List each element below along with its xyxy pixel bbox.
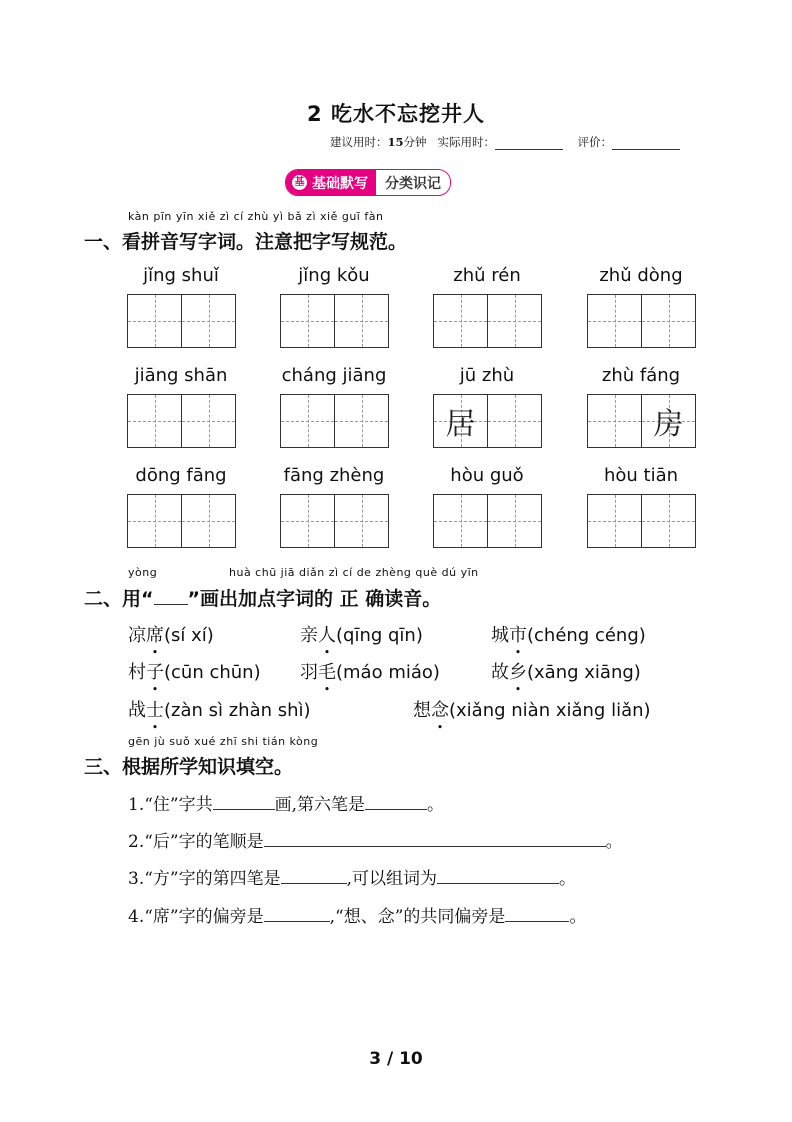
dotted-char: 人 [318,625,336,646]
grid-cell[interactable] [588,295,641,347]
section3-heading: 三、根据所学知识填空。 [84,756,294,778]
section2-heading-prefix: 二、用“ [84,588,154,610]
actual-time-label: 实际用时： [437,135,495,149]
section3-pinyin: gēn jù suǒ xué zhī shi tián kòng [128,735,319,748]
writing-grid[interactable] [587,294,696,348]
dotted-char: 市 [509,625,527,646]
pinyin-options[interactable]: (xāng xiāng) [527,662,641,683]
dotted-char: 乡 [509,662,527,683]
writing-grid[interactable] [587,494,696,548]
grid-cell[interactable] [181,295,235,347]
reading-item [491,621,646,647]
word-char: 城 [491,625,509,646]
grid-cell[interactable] [181,495,235,547]
writing-grid[interactable] [280,294,389,348]
grid-cell[interactable] [641,395,695,447]
grid-cell[interactable] [334,395,388,447]
grid-cell[interactable] [128,295,181,347]
word-char: 战 [128,700,146,721]
answer-blank-stroke-count[interactable] [213,793,275,810]
dotted-char: 毛 [318,662,336,683]
time-info [330,134,680,150]
reading-item [128,658,261,684]
word-pinyin: hòu tiān [603,465,679,486]
writing-grid[interactable] [127,394,236,448]
grid-character: 居 [445,407,476,442]
writing-grid[interactable] [127,294,236,348]
badge-right-label: 分类识记 [376,170,450,195]
grid-cell[interactable] [434,495,487,547]
word-char: 羽 [300,662,318,683]
suggest-time-unit: 分钟 [403,135,427,149]
grid-character: 房 [653,407,684,442]
grid-cell[interactable] [588,395,641,447]
answer-blank-common-radical[interactable] [505,905,569,922]
writing-grid[interactable] [433,394,542,448]
section2-pinyin: huà chū jiā diǎn zì cí de zhèng què dú yīn [229,566,479,579]
word-pinyin: hòu guǒ [450,465,524,486]
grid-cell[interactable] [641,295,695,347]
grid-cell[interactable] [334,295,388,347]
word-pinyin: jǐng kǒu [298,265,370,286]
word-pinyin: fāng zhèng [283,465,385,486]
evaluation-blank[interactable] [612,137,680,150]
reading-item [491,658,641,684]
section1-pinyin: kàn pīn yīn xiě zì cí zhù yì bǎ zì xiě guī fàn [128,210,384,223]
grid-cell[interactable] [181,395,235,447]
grid-cell[interactable] [281,495,334,547]
reading-item [300,658,440,684]
badge-left-label: 基础默写 [312,175,368,192]
dotted-char: 子 [146,662,164,683]
grid-cell[interactable] [588,495,641,547]
word-pinyin: zhǔ rén [453,265,521,286]
grid-cell[interactable] [128,495,181,547]
writing-grid[interactable] [280,494,389,548]
suggest-time-value: 15 [387,135,404,149]
writing-grid[interactable] [433,494,542,548]
writing-grid[interactable] [433,294,542,348]
page-title: 2 吃水不忘挖井人 [307,102,485,126]
pinyin-options[interactable]: (sí xí) [164,625,214,646]
word-pinyin: zhǔ dòng [599,265,683,286]
reading-item [413,696,651,722]
answer-blank-radical[interactable] [264,905,330,922]
question-3: 3.“方”字的第四笔是 ,可以组词为 。 [128,869,577,889]
word-char: 想 [413,700,431,721]
answer-blank-sixth-stroke[interactable] [365,793,427,810]
reading-item [128,696,311,722]
evaluation-label: 评价： [577,135,613,149]
section2-heading [84,584,441,611]
section2-heading-suffix: ”画出加点字词的 正 确读音。 [187,588,442,610]
section2-pinyin-yong: yòng [128,566,158,579]
pinyin-options[interactable]: (máo miáo) [336,662,440,683]
grid-cell[interactable] [487,395,541,447]
pinyin-options[interactable]: (chéng céng) [527,625,646,646]
pinyin-options[interactable]: (cūn chūn) [164,662,261,683]
question-2: 2.“后”字的笔顺是 。 [128,832,623,852]
page-number: 3 / 10 [369,1049,423,1069]
grid-cell[interactable] [334,495,388,547]
underline-sample [154,588,188,605]
word-pinyin: zhù fáng [601,365,681,386]
grid-cell[interactable] [487,495,541,547]
answer-blank-fourth-stroke[interactable] [281,867,347,884]
grid-cell[interactable] [434,395,487,447]
grid-cell[interactable] [281,295,334,347]
grid-cell[interactable] [281,395,334,447]
word-pinyin: jū zhù [459,365,515,386]
answer-blank-word[interactable] [437,867,559,884]
writing-grid[interactable] [587,394,696,448]
word-pinyin: jiāng shān [134,365,228,386]
reading-item [300,621,423,647]
grid-cell[interactable] [128,395,181,447]
question-4: 4.“席”字的偏旁是 ,“想、念”的共同偏旁是 。 [128,907,587,927]
grid-cell[interactable] [434,295,487,347]
word-char: 村 [128,662,146,683]
actual-time-blank[interactable] [495,137,563,150]
reading-item [128,621,214,647]
dotted-char: 念 [431,700,449,721]
writing-grid[interactable] [127,494,236,548]
medal-icon: 基 [292,175,307,190]
word-char: 故 [491,662,509,683]
pinyin-options[interactable]: (zàn sì zhàn shì) [164,700,311,721]
word-char: 凉 [128,625,146,646]
word-char: 亲 [300,625,318,646]
pinyin-options[interactable]: (xiǎng niàn xiǎng liǎn) [449,700,651,721]
writing-grid[interactable] [280,394,389,448]
grid-cell[interactable] [641,495,695,547]
word-pinyin: cháng jiāng [281,365,387,386]
dotted-char: 士 [146,700,164,721]
answer-blank-stroke-order[interactable] [264,830,606,847]
suggest-time-label: 建议用时： [330,135,388,149]
pinyin-options[interactable]: (qīng qīn) [336,625,423,646]
section-badge [285,169,451,196]
word-pinyin: dōng fāng [135,465,227,486]
word-pinyin: jǐng shuǐ [143,265,219,286]
section1-heading: 一、看拼音写字词。注意把字写规范。 [84,231,408,253]
dotted-char: 席 [146,625,164,646]
grid-cell[interactable] [487,295,541,347]
question-1: 1.“住”字共 画,第六笔是 。 [128,795,445,815]
